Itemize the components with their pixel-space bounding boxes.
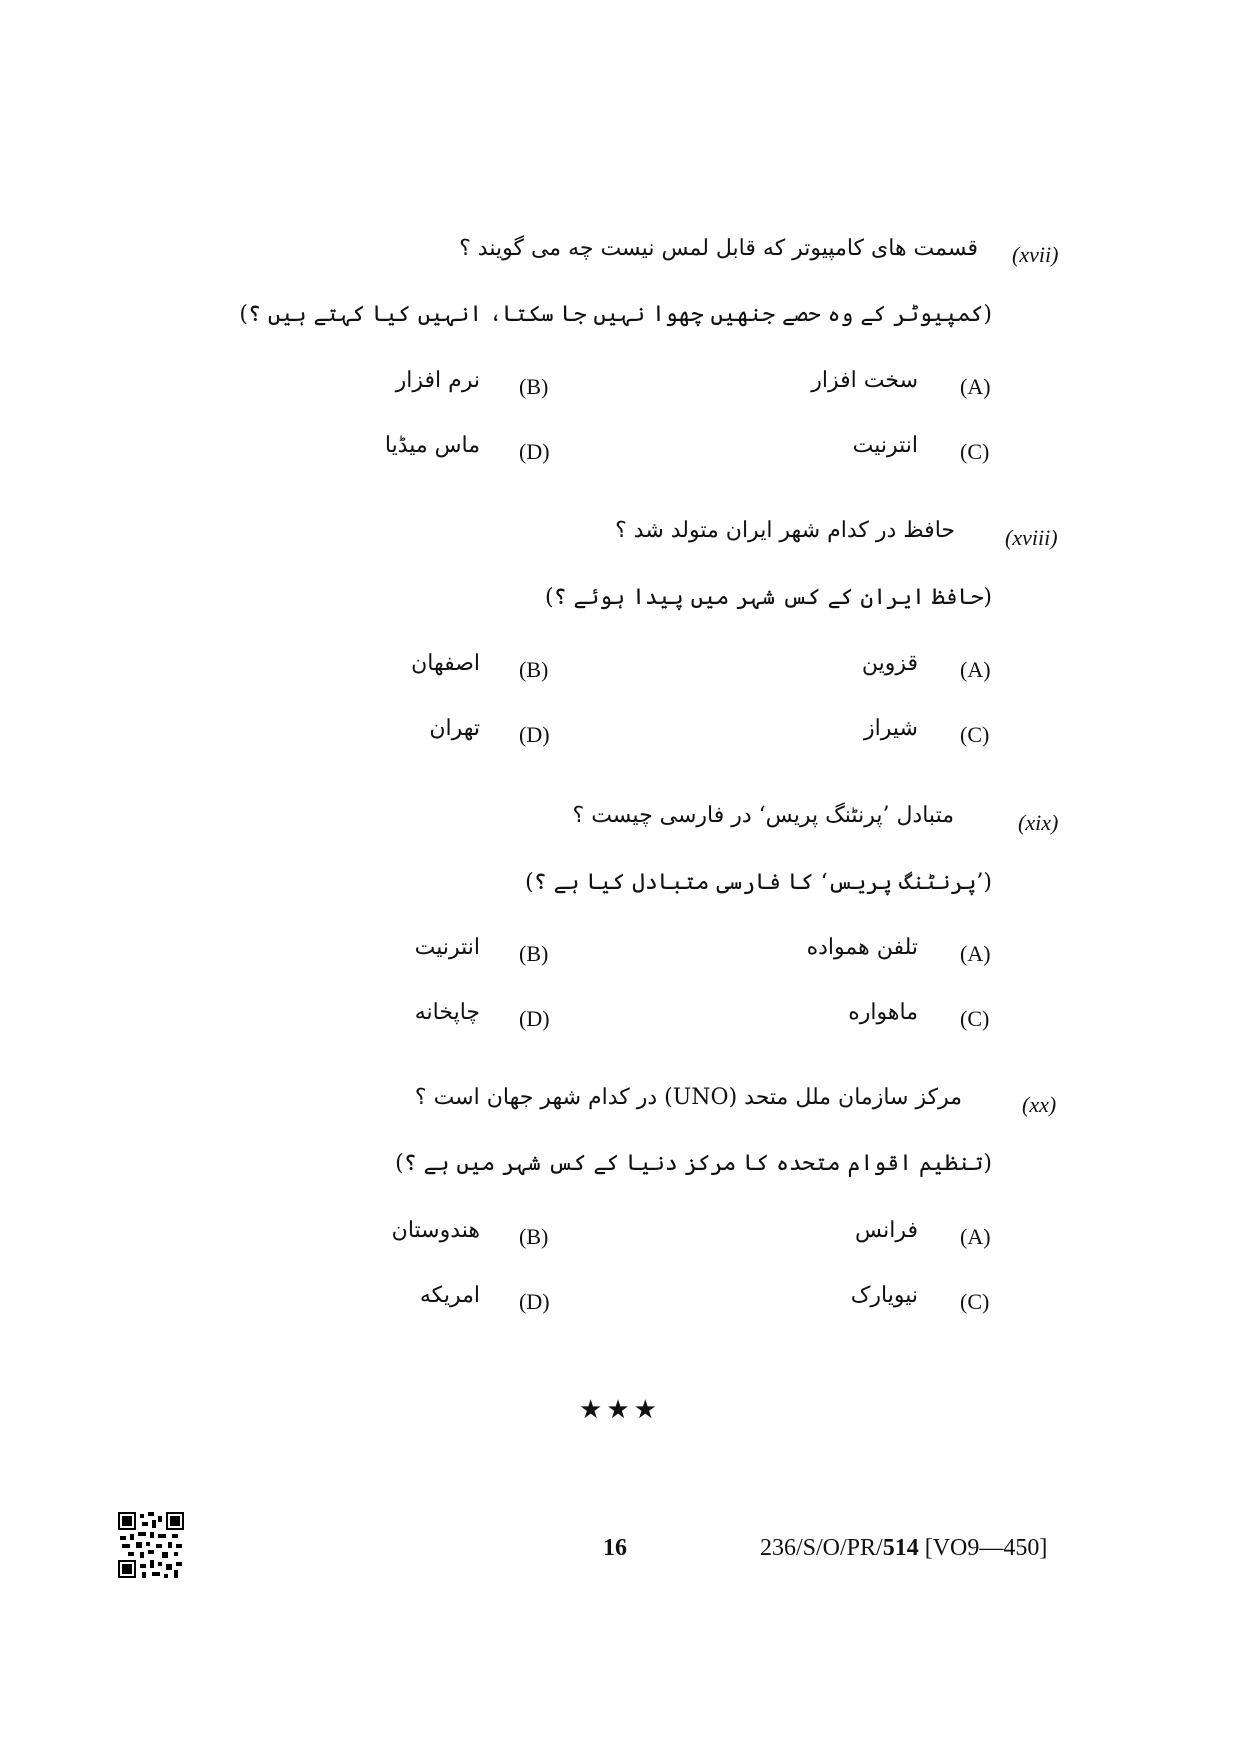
option-text-b[interactable]: انترنیت <box>414 935 480 960</box>
option-letter-a: (A) <box>960 941 991 966</box>
question-text-persian: حافظ در کدام شهر ایران متولد شد ؟ <box>615 518 955 543</box>
option-letter-c: (C) <box>960 722 990 747</box>
option-letter-c: (C) <box>960 1006 990 1031</box>
question-text-urdu: (کمپیوٹر کے وہ حصے جنھیں چھوا نہیں جا سکتا، انہیں کیا کہتے ہیں ؟) <box>239 302 992 327</box>
question-number: (xviii) <box>1005 525 1058 550</box>
option-letter-d: (D) <box>519 1289 550 1314</box>
option-text-b[interactable]: اصفهان <box>411 651 480 676</box>
page-number: 16 <box>603 1535 627 1561</box>
option-letter-b: (B) <box>519 657 549 682</box>
option-text-d[interactable]: تهران <box>429 716 480 741</box>
end-stars: ★★★ <box>579 1395 661 1425</box>
option-letter-a: (A) <box>960 1224 991 1249</box>
option-text-a[interactable]: سخت افزار <box>811 368 918 393</box>
question-number: (xx) <box>1022 1092 1057 1117</box>
option-letter-b: (B) <box>519 374 549 399</box>
option-text-c[interactable]: انترنیت <box>852 433 918 458</box>
option-text-c[interactable]: شیراز <box>864 716 918 741</box>
question-number: (xvii) <box>1012 242 1059 267</box>
question-text-persian: متبادل ’پرنٹنگ پریس‘ در فارسی چیست ؟ <box>572 803 954 828</box>
option-letter-a: (A) <box>960 374 991 399</box>
paper-code-bold: 514 <box>882 1535 919 1561</box>
option-text-a[interactable]: قزوین <box>861 651 918 676</box>
option-text-d[interactable]: چاپخانه <box>414 1000 480 1025</box>
option-text-c[interactable]: نیویارک <box>850 1283 918 1308</box>
option-letter-c: (C) <box>960 1289 990 1314</box>
option-text-c[interactable]: ماهواره <box>848 1000 918 1025</box>
option-letter-d: (D) <box>519 1006 550 1031</box>
question-text-urdu: (حافظ ایران کے کس شہر میں پیدا ہوئے ؟) <box>545 585 992 610</box>
question-number: (xix) <box>1018 810 1059 835</box>
option-letter-a: (A) <box>960 657 991 682</box>
option-letter-b: (B) <box>519 1224 549 1249</box>
option-text-a[interactable]: تلفن همواده <box>806 935 918 960</box>
option-text-b[interactable]: هندوستان <box>391 1218 480 1243</box>
option-letter-c: (C) <box>960 439 990 464</box>
option-letter-b: (B) <box>519 941 549 966</box>
paper-code-prefix: 236/S/O/PR/ <box>760 1535 883 1561</box>
option-text-d[interactable]: ماس میڈیا <box>384 433 480 458</box>
option-text-d[interactable]: امریکه <box>419 1283 480 1308</box>
option-letter-d: (D) <box>519 439 550 464</box>
question-text-urdu: (’پرنٹنگ پریس‘ کا فارسی متبادل کیا ہے ؟) <box>525 870 992 895</box>
option-letter-d: (D) <box>519 722 550 747</box>
question-text-persian: مرکز سازمان ملل متحد (UNO) در کدام شهر جهان است ؟ <box>414 1085 962 1110</box>
question-text-urdu: (تنظیم اقوام متحدہ کا مرکز دنیا کے کس شہر میں ہے ؟) <box>395 1151 992 1176</box>
paper-code <box>760 1535 1047 1562</box>
option-text-a[interactable]: فرانس <box>855 1218 918 1243</box>
question-text-persian: قسمت های کامپیوتر که قابل لمس نیست چه می گویند ؟ <box>459 236 978 261</box>
option-text-b[interactable]: نرم افزار <box>395 368 480 393</box>
qr-code-icon <box>118 1512 184 1578</box>
paper-code-suffix: [VO9—450] <box>918 1535 1048 1561</box>
